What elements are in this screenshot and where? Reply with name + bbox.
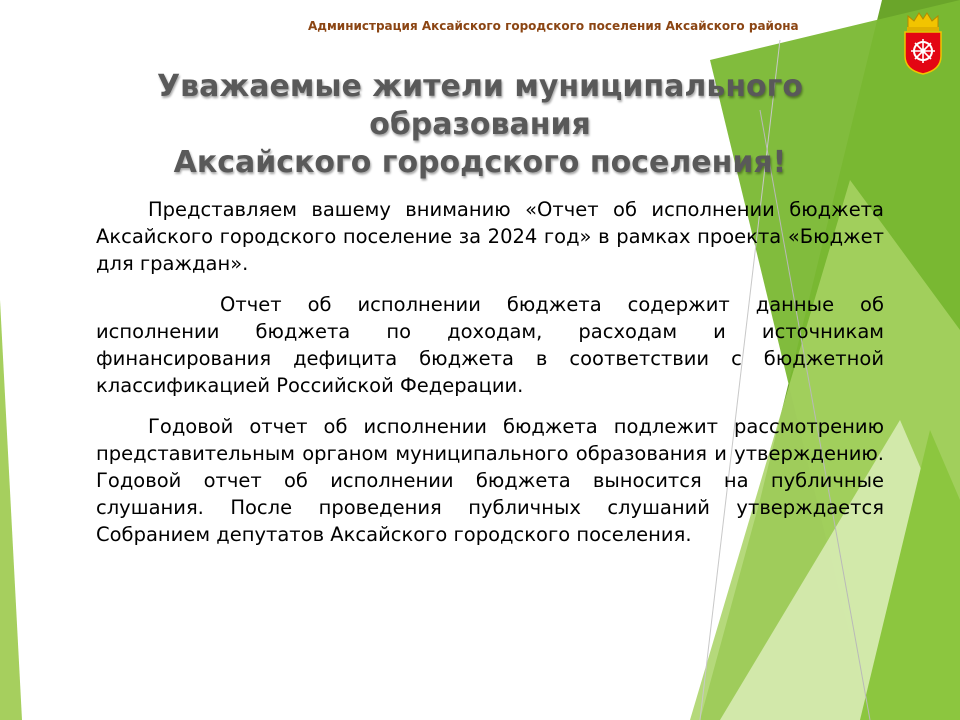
crown-band-icon [907, 27, 939, 31]
paragraph-1: Представляем вашему вниманию «Отчет об исполнении бюджета Аксайского городского поселение за 2024 год» в рамках проекта «Бюджет для граждан». [96, 198, 884, 275]
crown-icon [908, 13, 938, 28]
paragraph-2: Отчет об исполнении бюджета содержит данные об исполнении бюджета по доходам, расходам и источникам финансирования дефицита бюджета в соответствии с бюджетной классификацией Российской Федерации. [96, 293, 884, 397]
title-line-2: Аксайского городского поселения! [173, 145, 787, 180]
title-line-1: Уважаемые жители муниципального образования [157, 69, 803, 142]
paragraph-3: Годовой отчет об исполнении бюджета подлежит рассмотрению представительным органом муниципального образования и утверждению. Годовой отчет об исполнении бюджета выносится на публичные слушания. После проведения публичных слушаний утверждается Собранием депутатов Аксайского городского поселения. [96, 415, 884, 546]
left-green-stripe [0, 300, 22, 720]
body-text [96, 196, 884, 562]
coat-of-arms-icon [900, 10, 946, 76]
page-title [60, 68, 900, 182]
organization-header: Администрация Аксайского городского поселения Аксайского района [308, 19, 799, 33]
